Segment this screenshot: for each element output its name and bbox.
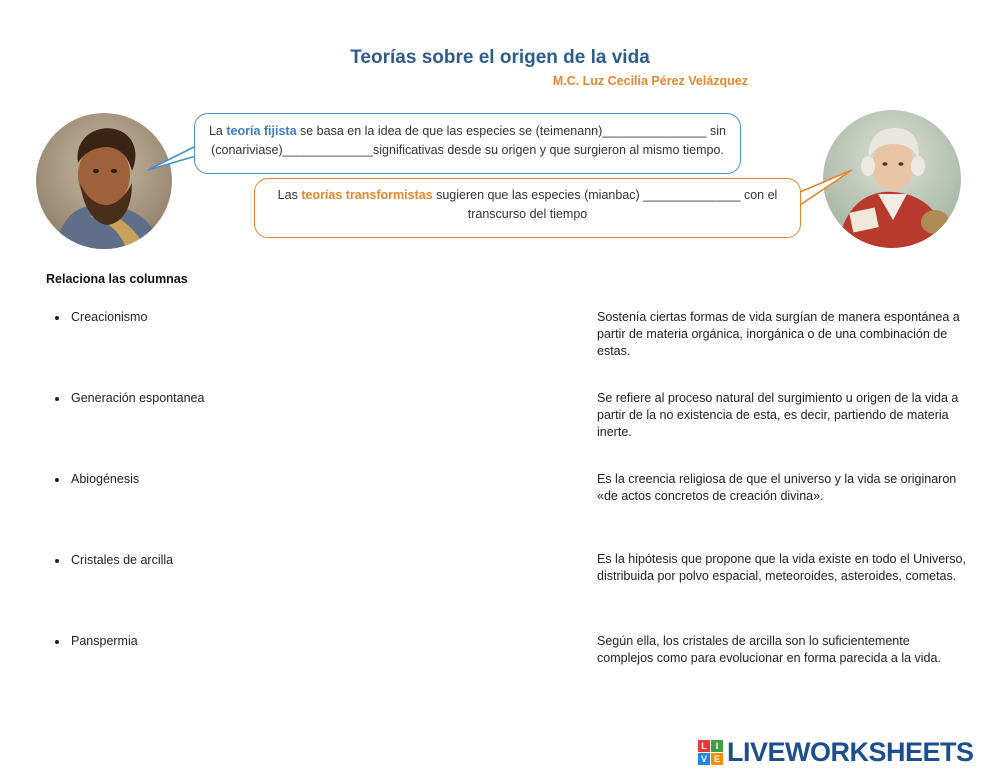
term-item[interactable]	[55, 634, 138, 648]
definition-item[interactable]: Sostenía ciertas formas de vida surgían de manera espontánea a partir de materia orgánica, inorgánica o de una combinación de estas.	[597, 310, 960, 358]
logo-mark-letter: I	[711, 740, 723, 752]
author-name: M.C. Luz Cecilia Pérez Velázquez	[552, 74, 748, 88]
logo-mark-letter: V	[698, 753, 710, 765]
definition-item[interactable]: Según ella, los cristales de arcilla son lo suficientemente complejos como para evolucionar en forma parecida a la vida.	[597, 634, 941, 665]
term-label: Cristales de arcilla	[71, 553, 174, 567]
definition-item[interactable]: Es la creencia religiosa de que el universo y la vida se originaron «de actos concretos de creación divina».	[597, 472, 957, 503]
term-label: Generación espontanea	[71, 391, 205, 405]
term-item[interactable]	[55, 310, 147, 324]
page-title: Teorías sobre el origen de la vida	[350, 47, 650, 68]
bubble-transformista-highlight: teorías transformistas	[301, 188, 433, 202]
bullet-icon	[55, 478, 59, 482]
bubble-fijista-prefix: La	[208, 124, 227, 138]
bullet-icon	[55, 640, 59, 644]
logo-mark-icon	[698, 740, 723, 765]
bubble-fijista-text: se basa en la idea de que las especies se (teimenann)_______________ sin (conariviase)_____________significativas desde su origen y que surgieron al mismo tiempo.	[211, 124, 727, 157]
liveworksheets-logo	[698, 738, 974, 766]
bullet-icon	[55, 397, 59, 401]
section-title: Relaciona las columnas	[46, 272, 188, 286]
term-label: Creacionismo	[71, 310, 148, 324]
portrait-right	[823, 110, 961, 248]
logo-mark-letter: L	[698, 740, 710, 752]
term-label: Panspermia	[71, 634, 138, 648]
bubble-transformista-prefix: Las	[277, 188, 302, 202]
bullet-icon	[55, 559, 59, 563]
bubble-fijista-highlight: teoría fijista	[226, 124, 297, 138]
term-item[interactable]	[55, 472, 139, 486]
portrait-left	[36, 113, 172, 249]
logo-mark-letter: E	[711, 753, 723, 765]
logo-text: LIVEWORKSHEETS	[727, 736, 974, 767]
term-item[interactable]	[55, 391, 204, 405]
bubble-fijista	[194, 113, 741, 174]
term-item[interactable]	[55, 553, 173, 567]
bubble-transformista	[254, 178, 801, 238]
definition-item[interactable]: Es la hipótesis que propone que la vida existe en todo el Universo, distribuida por polvo espacial, meteoroides, asteroides, cometas.	[597, 552, 966, 583]
definition-item[interactable]: Se refiere al proceso natural del surgimiento u origen de la vida a partir de la no existencia de esta, es decir, partiendo de materia inerte.	[597, 391, 959, 439]
bullet-icon	[55, 316, 59, 320]
bubble-transformista-text: sugieren que las especies (mianbac) ______________ con el transcurso del tiempo	[432, 188, 778, 221]
term-label: Abiogénesis	[71, 472, 140, 486]
